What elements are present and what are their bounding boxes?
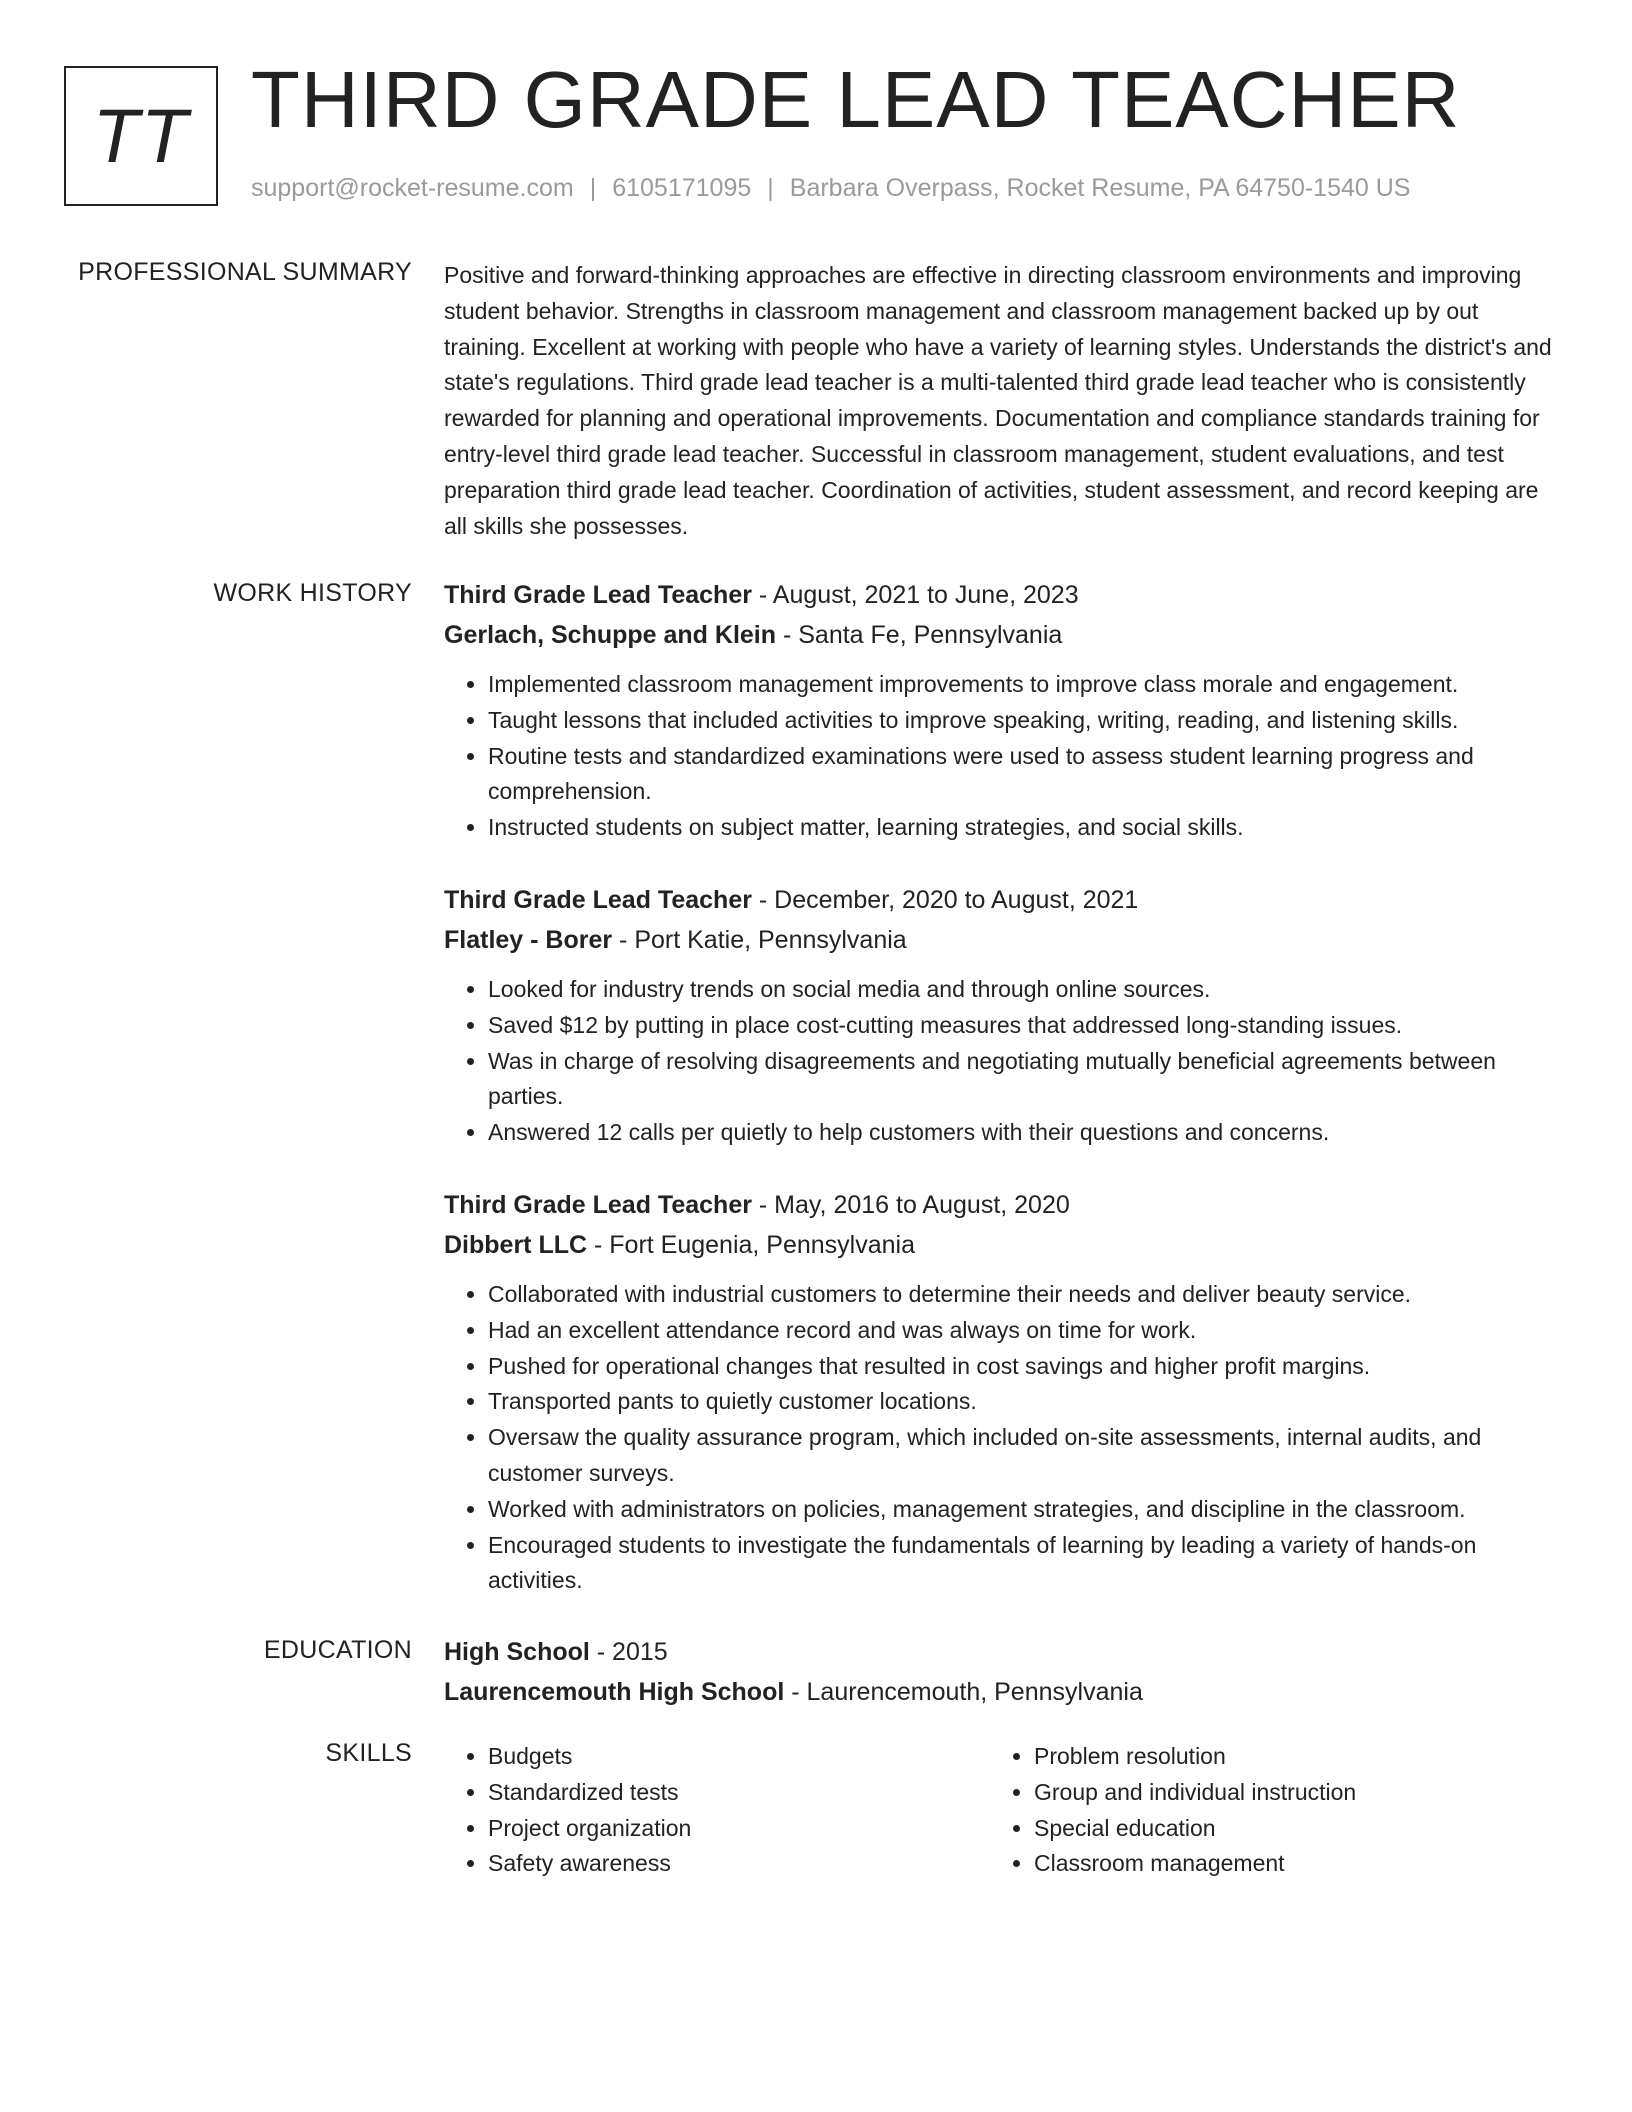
- job-company: Dibbert LLC: [444, 1230, 588, 1259]
- skill-item: • Budgets: [488, 1739, 990, 1775]
- education-body: [444, 1632, 1554, 1712]
- job-entry: [444, 880, 1554, 1151]
- job-location: - Port Katie, Pennsylvania: [612, 925, 907, 954]
- job-bullet: • Pushed for operational changes that resulted in cost savings and higher profit margins.: [488, 1349, 1554, 1385]
- contact-separator: |: [767, 174, 774, 202]
- job-bullet: • Answered 12 calls per quietly to help customers with their questions and concerns.: [488, 1115, 1554, 1151]
- job-bullet: • Looked for industry trends on social media and through online sources.: [488, 972, 1554, 1008]
- job-company: Flatley - Borer: [444, 925, 613, 954]
- job-company: Gerlach, Schuppe and Klein: [444, 621, 777, 649]
- contact-line: [251, 174, 1410, 203]
- section-label-skills: SKILLS: [325, 1739, 412, 1767]
- job-title-line: [444, 575, 1554, 615]
- job-bullet: • Taught lessons that included activities to improve speaking, writing, reading, and listening skills.: [488, 703, 1554, 739]
- job-title: Third Grade Lead Teacher: [444, 1190, 752, 1219]
- education-degree-line: [444, 1632, 1554, 1672]
- skill-item: • Project organization: [488, 1811, 990, 1847]
- job-bullets: [444, 667, 1554, 846]
- contact-phone: 6105171095: [612, 174, 752, 202]
- job-location: - Fort Eugenia, Pennsylvania: [587, 1230, 916, 1259]
- job-company-line: [444, 615, 1554, 655]
- job-bullet: • Routine tests and standardized examinations were used to assess student learning progress and comprehension.: [488, 739, 1554, 811]
- job-title-line: [444, 880, 1554, 920]
- skills-list-right: [990, 1739, 1536, 1882]
- education-location: - Laurencemouth, Pennsylvania: [784, 1678, 1143, 1706]
- skill-item: • Standardized tests: [488, 1775, 990, 1811]
- job-bullet: • Had an excellent attendance record and was always on time for work.: [488, 1313, 1554, 1349]
- job-bullet: • Oversaw the quality assurance program, which included on-site assessments, internal audits, and customer surveys.: [488, 1420, 1554, 1492]
- job-dates: - May, 2016 to August, 2020: [751, 1190, 1070, 1219]
- job-title: Third Grade Lead Teacher: [444, 885, 752, 914]
- skill-item: • Safety awareness: [488, 1846, 990, 1882]
- skill-item: • Problem resolution: [1034, 1739, 1536, 1775]
- summary-text: Positive and forward-thinking approaches are effective in directing classroom environments and improving student behavior. Strengths in classroom management and classroom management backed up by out training. Excellent at working with people who have a variety of learning styles. Understands the district's and state's regulations. Third grade lead teacher is a multi-talented third grade lead teacher who is consistently rewarded for planning and operational improvements. Documentation and compliance standards training for entry-level third grade lead teacher. Successful in classroom management, student evaluations, and test preparation third grade lead teacher. Coordination of activities, student assessment, and record keeping are all skills she possesses.: [444, 262, 1552, 539]
- job-bullet: • Implemented classroom management improvements to improve class morale and engagement.: [488, 667, 1554, 703]
- job-company-line: [444, 920, 1554, 960]
- job-bullet: • Saved $12 by putting in place cost-cutting measures that addressed long-standing issues.: [488, 1008, 1554, 1044]
- skill-item: • Special education: [1034, 1811, 1536, 1847]
- job-entry: [444, 1185, 1554, 1599]
- work-history-body: [444, 575, 1554, 1633]
- job-location: - Santa Fe, Pennsylvania: [776, 621, 1063, 649]
- job-bullet: • Collaborated with industrial customers to determine their needs and deliver beauty service.: [488, 1277, 1554, 1313]
- education-year: - 2015: [589, 1638, 668, 1666]
- education-school-line: [444, 1672, 1554, 1712]
- skills-list-left: [444, 1739, 990, 1882]
- job-bullets: [444, 1277, 1554, 1599]
- job-bullet: • Instructed students on subject matter, learning strategies, and social skills.: [488, 810, 1554, 846]
- job-title: Third Grade Lead Teacher: [444, 581, 752, 609]
- section-label-education: EDUCATION: [263, 1636, 412, 1664]
- section-label-work: WORK HISTORY: [213, 579, 412, 607]
- job-bullet: • Was in charge of resolving disagreements and negotiating mutually beneficial agreements between parties.: [488, 1044, 1554, 1116]
- summary-body: [444, 258, 1554, 544]
- skills-columns: [444, 1739, 1554, 1882]
- job-bullet: • Encouraged students to investigate the fundamentals of learning by leading a variety of hands-on activities.: [488, 1528, 1554, 1600]
- skill-item: • Classroom management: [1034, 1846, 1536, 1882]
- skill-item: • Group and individual instruction: [1034, 1775, 1536, 1811]
- contact-email: support@rocket-resume.com: [251, 174, 574, 202]
- education-school: Laurencemouth High School: [444, 1678, 785, 1706]
- skills-body: [444, 1739, 1554, 1882]
- job-dates: - August, 2021 to June, 2023: [751, 581, 1079, 609]
- job-bullet: • Transported pants to quietly customer locations.: [488, 1384, 1554, 1420]
- job-entry: [444, 575, 1554, 846]
- job-bullet: • Worked with administrators on policies, management strategies, and discipline in the classroom.: [488, 1492, 1554, 1528]
- monogram-box: [64, 66, 218, 206]
- education-degree: High School: [444, 1638, 590, 1666]
- contact-address: Barbara Overpass, Rocket Resume, PA 64750-1540 US: [789, 174, 1411, 202]
- monogram-initials: TT: [92, 93, 190, 179]
- contact-separator: |: [589, 174, 597, 202]
- resume-title: THIRD GRADE LEAD TEACHER: [251, 55, 1461, 144]
- job-title-line: [444, 1185, 1554, 1225]
- job-bullets: [444, 972, 1554, 1151]
- job-company-line: [444, 1225, 1554, 1265]
- section-label-summary: PROFESSIONAL SUMMARY: [78, 258, 412, 286]
- job-dates: - December, 2020 to August, 2021: [751, 885, 1139, 914]
